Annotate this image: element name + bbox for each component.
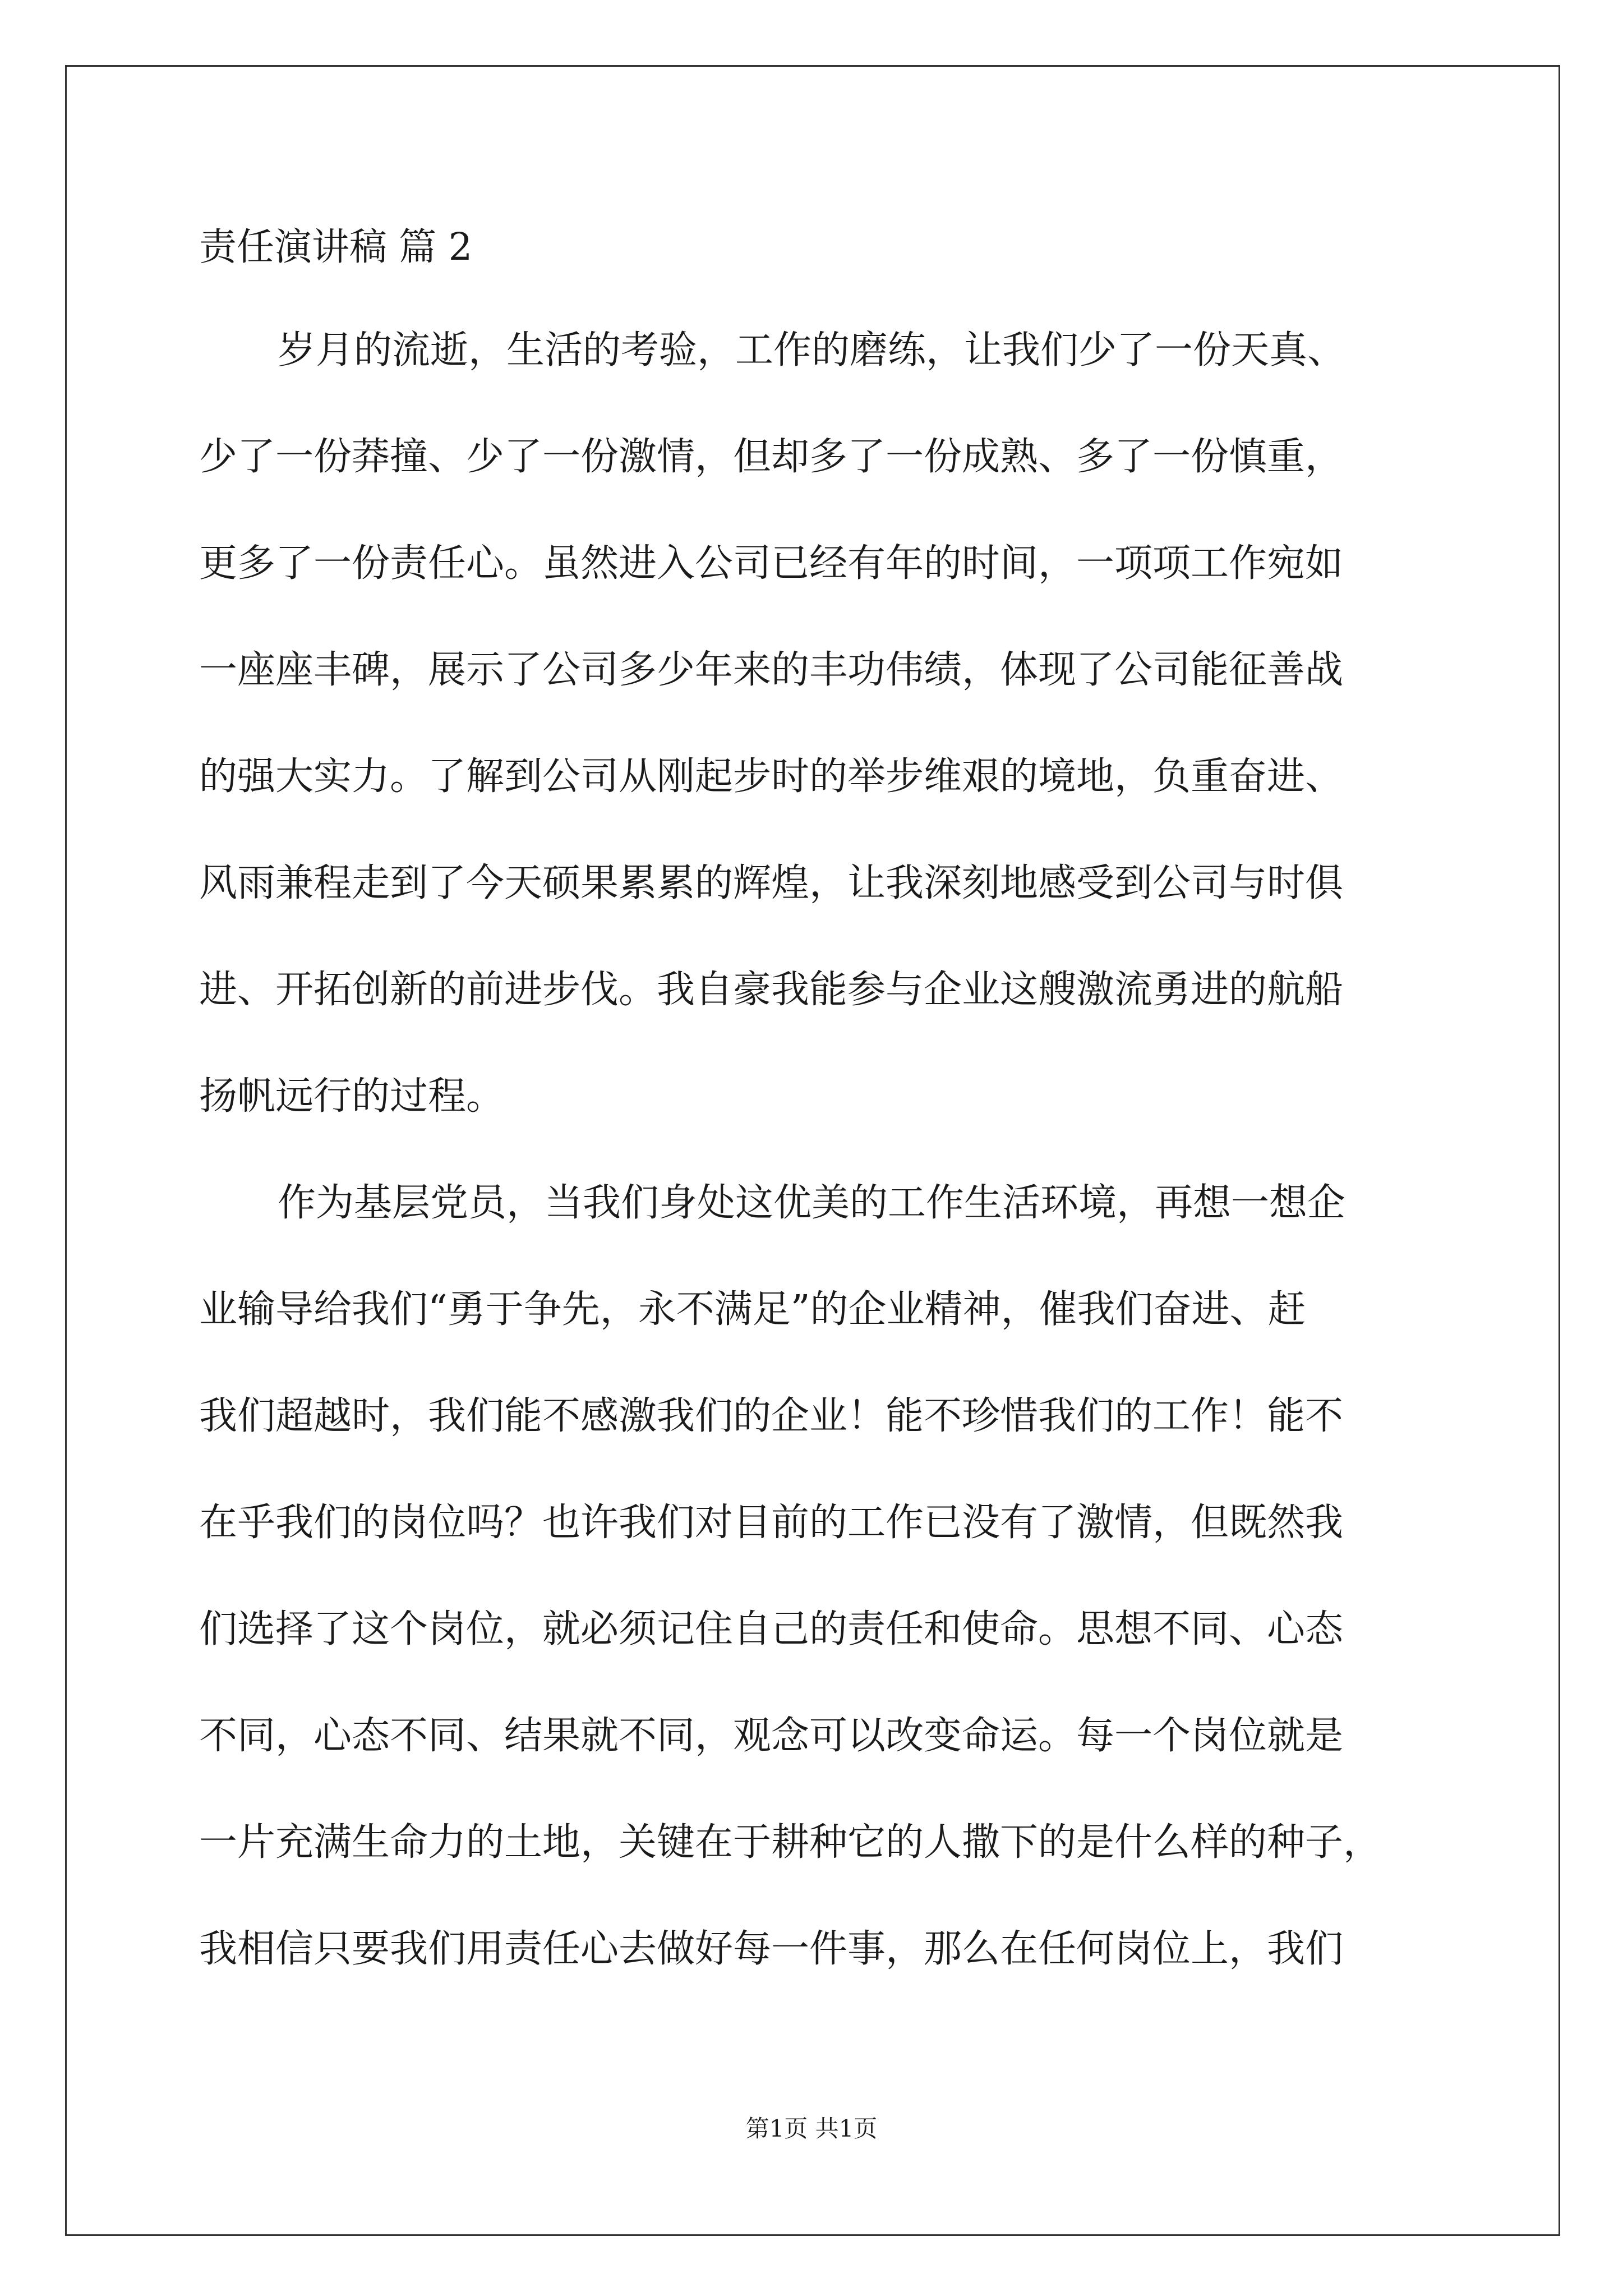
page-footer: 第1页 共1页	[745, 2115, 878, 2142]
document-title: 责任演讲稿 篇 2	[199, 225, 473, 269]
paragraph-line: 进、开拓创新的前进步伐。我自豪我能参与企业这艘激流勇进的航船	[199, 968, 1344, 1012]
paragraph-line: 少了一份莽撞、少了一份激情，但却多了一份成熟、多了一份慎重，	[199, 435, 1344, 479]
paragraph-line: 的强大实力。了解到公司从刚起步时的举步维艰的境地，负重奋进、	[199, 754, 1344, 799]
paragraph-line: 在乎我们的岗位吗？也许我们对目前的工作已没有了激情，但既然我	[199, 1501, 1344, 1545]
paragraph-line: 更多了一份责任心。虽然进入公司已经有年的时间，一项项工作宛如	[199, 541, 1344, 586]
paragraph-line: 我们超越时，我们能不感激我们的企业！能不珍惜我们的工作！能不	[199, 1394, 1344, 1438]
paragraph-line: 业输导给我们“勇于争先，永不满足”的企业精神，催我们奋进、赶	[199, 1287, 1306, 1332]
paragraph-line: 们选择了这个岗位，就必须记住自己的责任和使命。思想不同、心态	[199, 1607, 1344, 1651]
paragraph-line: 作为基层党员，当我们身处这优美的工作生活环境，再想一想企	[278, 1181, 1346, 1225]
paragraph-line: 扬帆远行的过程。	[199, 1074, 505, 1119]
page-border	[65, 65, 1560, 2236]
paragraph-line: 不同，心态不同、结果就不同，观念可以改变命运。每一个岗位就是	[199, 1714, 1344, 1758]
paragraph-line: 一片充满生命力的土地，关键在于耕种它的人撒下的是什么样的种子，	[199, 1820, 1382, 1865]
paragraph-line: 风雨兼程走到了今天硕果累累的辉煌，让我深刻地感受到公司与时俱	[199, 861, 1344, 905]
paragraph-line: 一座座丰碑，展示了公司多少年来的丰功伟绩，体现了公司能征善战	[199, 648, 1344, 692]
paragraph-line: 岁月的流逝，生活的考验，工作的磨练，让我们少了一份天真、	[278, 328, 1346, 372]
paragraph-line: 我相信只要我们用责任心去做好每一件事，那么在任何岗位上，我们	[199, 1927, 1344, 1971]
